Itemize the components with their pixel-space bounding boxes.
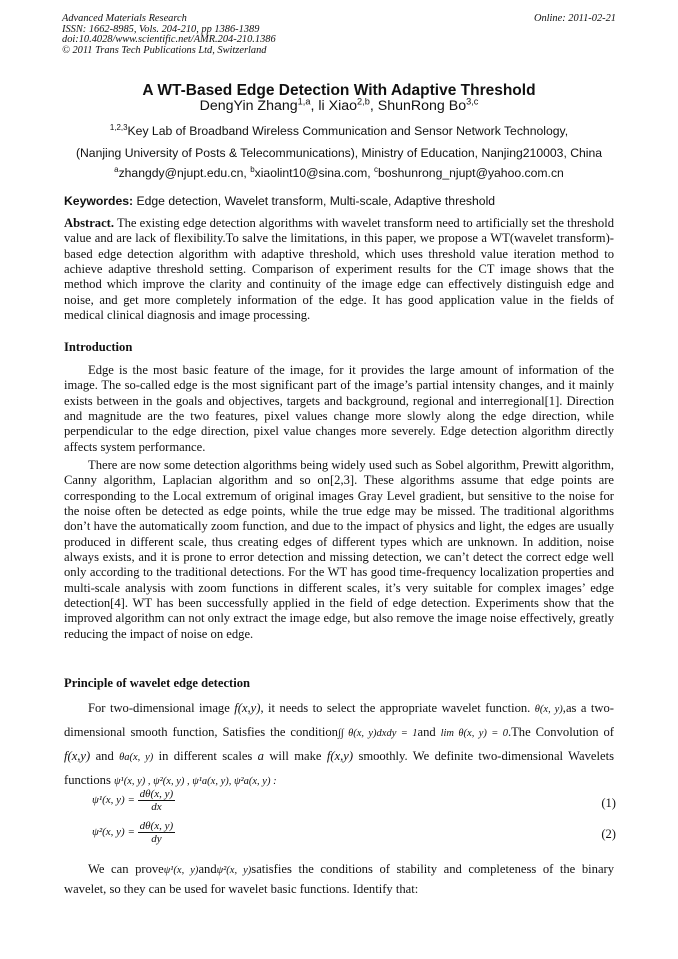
introduction-heading: Introduction	[64, 340, 133, 354]
p2-text-b: and	[198, 862, 217, 876]
eq2-fraction	[138, 820, 176, 845]
author-3-sup: 3,c	[466, 96, 479, 107]
affiliation-line-1	[0, 124, 678, 138]
eq1-numerator: dθ(x, y)	[139, 788, 174, 800]
p2-text-a: We can prove	[88, 862, 164, 876]
p1-text-f: and	[90, 749, 120, 763]
p1-text-a: For two-dimensional image	[88, 701, 235, 715]
author-2-sup: 2,b	[357, 96, 370, 107]
equation-2-number: (2)	[601, 827, 616, 841]
eq2-lhs: ψ²(x, y) =	[92, 826, 135, 839]
author-3: , ShunRong Bo	[369, 98, 467, 114]
email-line	[0, 166, 678, 180]
email-c[interactable]: boshunrong_njupt@yahoo.com.cn	[377, 166, 564, 180]
equation-2	[92, 820, 175, 845]
psi1-symbol: ψ¹(x, y)	[163, 865, 199, 876]
email-c-sup: c	[374, 164, 378, 174]
integral-condition: ∫∫ θ(x, y)dxdy = 1	[337, 728, 418, 739]
intro-paragraph-1: Edge is the most basic feature of the image, for it provides the large amount of information of the image. The so-called edge is the most significant part of the image’s partial intensity changes, and it mainly exists between in the goals and objectives, targets and background, regional and interregional[1]. Direction and magnitude are the two features, pixel values change more slowly along the edge direction, while perpendicular to the edge direction, pixel value changes more severely. Edge detection algorithm directly affects system performance.	[64, 363, 614, 454]
email-b-sup: b	[250, 164, 255, 174]
issn-line: ISSN: 1662-8985, Vols. 204-210, pp 1386-1389	[62, 23, 260, 35]
fxy-1: f(x,y)	[234, 701, 261, 715]
running-header	[62, 14, 616, 56]
abstract-label: Abstract.	[64, 216, 115, 230]
equation-1-number: (1)	[601, 796, 616, 810]
email-b[interactable]: xiaolint10@sina.com,	[254, 166, 375, 180]
author-line	[0, 98, 678, 114]
author-2: , li Xiao	[310, 98, 358, 114]
affiliation-line-2: (Nanjing University of Posts & Telecommunications), Ministry of Education, Nanjing210003, China	[75, 146, 603, 160]
theta-a-symbol: θa(x, y)	[119, 752, 154, 763]
intro-paragraph-2: There are now some detection algorithms being widely used such as Sobel algorithm, Prewitt algorithm, Canny algorithm, Laplacian algorithm and so on[2,3]. These algorithms assume that edge points are corresponding to the Local extremum of original images Gray Level gradient, but sensitive to the noise for the noise often be detected as edge points, while the true edge may be missed. The traditional algorithms don’t have the automatically zoom function, and due to the impact of physics and light, the edges are usually produced in different scale, thus creating edges of different types which are unknown. In addition, noise always exists, and it is prone to error detection and missing detection, we can’t detect the correct edge well only according to the traditional detections. For the WT has good time-frequency localization properties and multi-scale analysis with zoom functions in different scales, it’s very suitable for complex images’ edge detection[4]. WT has been successfully applied in the field of edge detection. Experiments show that the improved algorithm can not only extract the image edge, but also remove the image noise effectively, greatly reducing the impact of noise on edge.	[64, 458, 614, 641]
principle-paragraph-2	[64, 860, 614, 899]
author-1-sup: 1,a	[297, 96, 311, 107]
eq1-denominator: dx	[151, 801, 162, 813]
scale-a: a	[257, 749, 264, 763]
paper-title: A WT-Based Edge Detection With Adaptive Threshold	[142, 82, 536, 99]
email-a-sup: a	[114, 164, 119, 174]
affiliation-sup: 1,2,3	[109, 122, 128, 132]
principle-heading: Principle of wavelet edge detection	[64, 676, 251, 690]
p1-text-g: in different scales	[153, 749, 258, 763]
p1-text-b: , it needs to select the appropriate wavelet function.	[260, 701, 535, 715]
affiliation-text-1: Key Lab of Broadband Wireless Communication and Sensor Network Technology,	[127, 124, 569, 138]
keywords-text: Edge detection, Wavelet transform, Multi-scale, Adaptive threshold	[133, 194, 496, 208]
psi-list: ψ¹(x, y) , ψ²(x, y) , ψ¹a(x, y), ψ²a(x, y) :	[114, 776, 277, 787]
limit-condition: lim θ(x, y) = 0	[440, 728, 508, 739]
online-date: Online: 2011-02-21	[533, 13, 616, 24]
equation-1	[92, 788, 175, 813]
psi2-symbol: ψ²(x, y)	[216, 865, 252, 876]
principle-paragraph-1	[64, 697, 614, 793]
theta-symbol: θ(x, y)	[534, 704, 563, 715]
eq1-lhs: ψ¹(x, y) =	[92, 794, 135, 807]
keywords-label: Keywordes:	[64, 194, 134, 208]
eq2-denominator: dy	[151, 833, 162, 845]
abstract	[64, 216, 614, 323]
eq2-numerator: dθ(x, y)	[139, 820, 174, 832]
doi-line: doi:10.4028/www.scientific.net/AMR.204-210.1386	[62, 34, 276, 46]
journal-name: Advanced Materials Research	[62, 13, 187, 24]
p2-text-c: satisfies the conditions of stability and completeness of the binary wavelet, so they can be used for wavelet basic functions. Identify that:	[64, 862, 615, 896]
fxy-3: f(x,y)	[326, 749, 354, 763]
fxy-2: f(x,y)	[64, 749, 91, 763]
p1-text-d: and	[417, 725, 441, 739]
p1-text-i: smoothly. We definite two-dimensional Wavelets functions	[64, 749, 615, 787]
p1-text-c: ,as a two-dimensional smooth function, Satisfies the condition	[64, 701, 614, 739]
p1-text-e: .The Convolution of	[507, 725, 614, 739]
p1-text-h: will make	[263, 749, 327, 763]
keywords	[64, 194, 495, 208]
abstract-text: The existing edge detection algorithms with wavelet transform need to artificially set the threshold value and are lack of flexibility.To salve the limitations, in this paper, we propose a WT(wavelet transform)-based edge detection algorithm with adaptive threshold, which uses threshold value iteration method to achieve adaptive threshold setting. Comparison of experiment results for the CT image shows that the method which improve the clarity and continuity of the image edge can effectively distinguish edge and noise, and get more completely information of the edge. It has good application value in the fields of medical clinical diagnosis and image processing.	[64, 216, 614, 323]
copyright-line: © 2011 Trans Tech Publications Ltd, Switzerland	[62, 44, 267, 56]
author-1: DengYin Zhang	[199, 98, 298, 114]
email-a[interactable]: zhangdy@njupt.edu.cn,	[118, 166, 251, 180]
eq1-fraction	[138, 788, 176, 813]
